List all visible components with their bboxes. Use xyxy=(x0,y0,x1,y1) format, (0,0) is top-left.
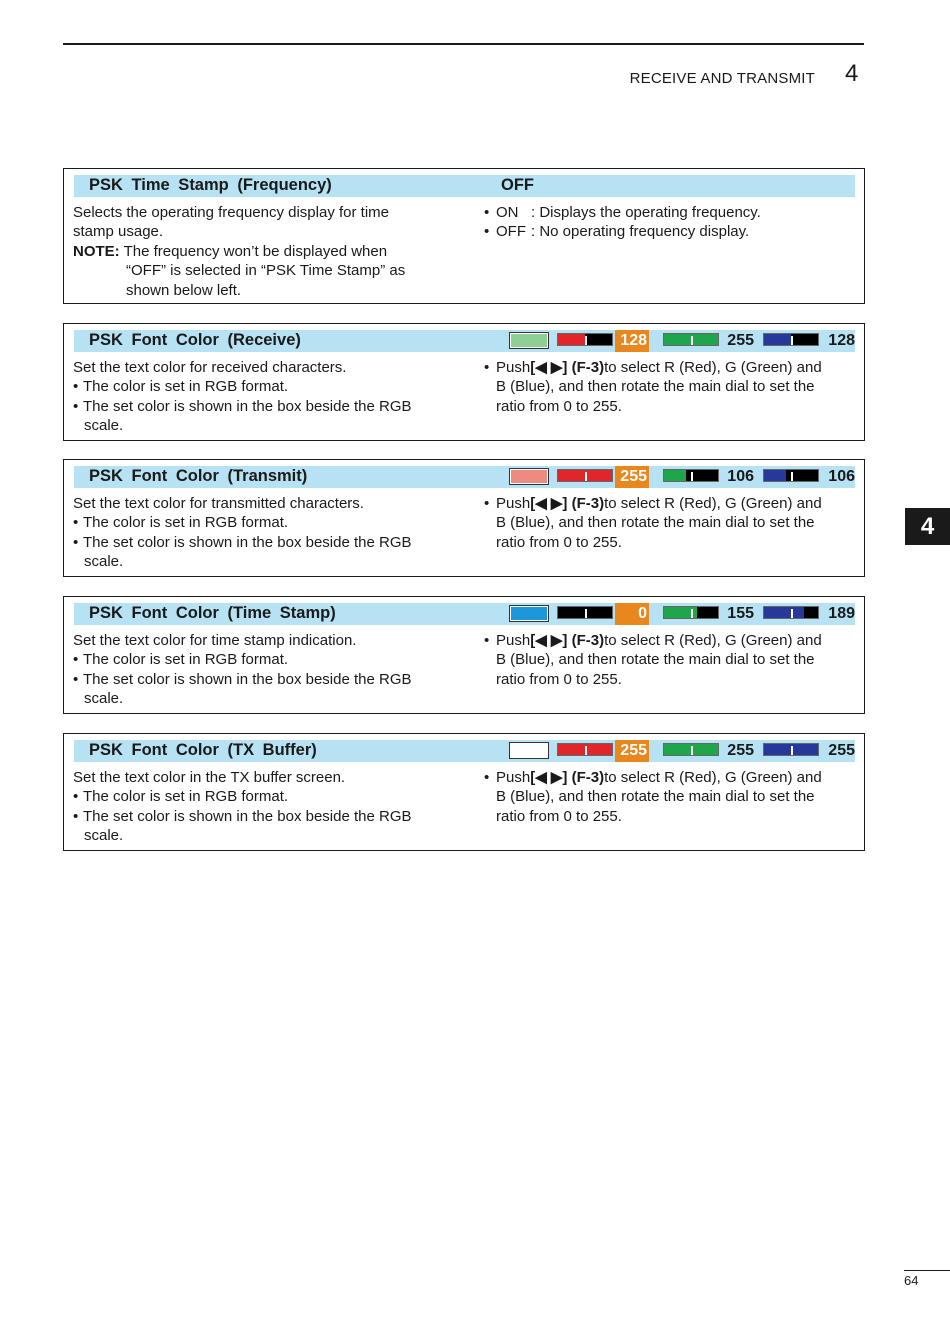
bullet-text-cont: scale. xyxy=(84,417,124,435)
red-value: 255 xyxy=(615,740,649,762)
section-header xyxy=(74,603,855,625)
red-scale-knob xyxy=(585,609,587,618)
red-scale-knob xyxy=(585,472,587,481)
option-desc: : No operating frequency display. xyxy=(531,223,750,241)
page-rule xyxy=(904,1270,950,1271)
instructions xyxy=(484,768,859,826)
description-line: Set the text color for transmitted characters. xyxy=(73,495,364,512)
green-scale-knob xyxy=(691,746,693,755)
top-rule xyxy=(63,43,864,45)
font-color-receive-box xyxy=(63,323,865,441)
instruction-line: B (Blue), and then rotate the main dial to set the xyxy=(496,378,815,396)
red-value: 255 xyxy=(615,466,649,488)
note-line: “OFF” is selected in “PSK Time Stamp” as xyxy=(126,262,406,280)
chapter-side-tab: 4 xyxy=(905,508,950,545)
bullet: • xyxy=(484,223,490,241)
chapter-number: 4 xyxy=(845,60,859,87)
font-color-tx-buffer-box xyxy=(63,733,865,851)
bullet-item xyxy=(484,494,859,513)
color-swatch xyxy=(509,605,549,622)
section-header xyxy=(74,330,855,352)
bullet: • xyxy=(484,359,490,376)
push-word: Push xyxy=(496,769,531,786)
section-title: PSK Font Color (Receive) xyxy=(89,331,301,349)
bullet-item xyxy=(73,787,453,806)
green-scale-knob xyxy=(691,336,693,345)
default-value: OFF xyxy=(501,176,534,194)
page-number: 64 xyxy=(904,1273,919,1288)
red-scale-knob xyxy=(585,336,587,345)
green-scale-bar xyxy=(663,469,719,482)
bullet: • xyxy=(484,769,490,786)
color-swatch xyxy=(509,468,549,485)
description xyxy=(73,358,453,436)
key-label: [◀ ▶] (F-3) xyxy=(530,359,605,376)
bullet-item xyxy=(73,670,453,689)
green-scale-knob xyxy=(691,472,693,481)
blue-value: 189 xyxy=(828,605,855,622)
bullet-item xyxy=(73,513,453,532)
bullet: • xyxy=(73,807,79,825)
options-list xyxy=(484,203,859,242)
bullet-item xyxy=(73,533,453,552)
instruction-line: B (Blue), and then rotate the main dial to set the xyxy=(496,788,815,806)
bullet-text-cont: scale. xyxy=(84,827,124,845)
note-text: The frequency won’t be displayed when xyxy=(119,242,388,260)
bullet: • xyxy=(73,514,79,532)
bullet-item xyxy=(484,631,859,650)
bullet: • xyxy=(73,788,79,806)
key-label: [◀ ▶] (F-3) xyxy=(530,495,605,512)
instruction-line: B (Blue), and then rotate the main dial to set the xyxy=(496,514,815,532)
description-line: Selects the operating frequency display for time xyxy=(73,204,390,221)
bullet: • xyxy=(73,378,79,396)
bullet: • xyxy=(73,533,79,551)
blue-scale-knob xyxy=(791,336,793,345)
push-rest: to select R (Red), G (Green) and xyxy=(604,495,822,512)
red-scale-bar xyxy=(557,743,613,756)
green-scale-fill xyxy=(664,470,686,481)
section-header xyxy=(74,466,855,488)
blue-scale-fill xyxy=(764,470,786,481)
description xyxy=(73,494,453,572)
instruction-line: B (Blue), and then rotate the main dial to set the xyxy=(496,651,815,669)
description xyxy=(73,631,453,709)
section-title: PSK Time Stamp (Frequency) xyxy=(89,176,332,194)
section-title: PSK Font Color (Time Stamp) xyxy=(89,604,336,622)
green-scale-knob xyxy=(691,609,693,618)
font-color-transmit-box xyxy=(63,459,865,577)
description-line: Set the text color for time stamp indication. xyxy=(73,632,357,649)
green-value: 255 xyxy=(727,332,754,349)
bullet-text-cont: scale. xyxy=(84,553,124,571)
push-rest: to select R (Red), G (Green) and xyxy=(604,632,822,649)
description-line: Set the text color for received characters. xyxy=(73,359,347,376)
bullet: • xyxy=(484,204,490,221)
note-label: NOTE: xyxy=(73,242,120,260)
bullet: • xyxy=(73,651,79,669)
bullet-text: The color is set in RGB format. xyxy=(83,378,289,396)
instructions xyxy=(484,358,859,416)
key-label: [◀ ▶] (F-3) xyxy=(530,769,605,786)
option-item xyxy=(484,203,859,222)
description xyxy=(73,768,453,846)
option-desc: : Displays the operating frequency. xyxy=(531,204,761,221)
time-stamp-frequency-box xyxy=(63,168,865,304)
blue-value: 255 xyxy=(828,742,855,759)
bullet: • xyxy=(484,632,490,649)
bullet: • xyxy=(73,397,79,415)
blue-scale-bar xyxy=(763,743,819,756)
green-value: 106 xyxy=(727,468,754,485)
description-line: Set the text color in the TX buffer screen. xyxy=(73,769,346,786)
blue-value: 106 xyxy=(828,468,855,485)
section-title: PSK Font Color (TX Buffer) xyxy=(89,741,317,759)
bullet-text: The color is set in RGB format. xyxy=(83,788,289,806)
color-swatch xyxy=(509,742,549,759)
green-scale-bar xyxy=(663,606,719,619)
bullet-text: The set color is shown in the box beside the RGB xyxy=(83,397,412,415)
description-line: stamp usage. xyxy=(73,223,164,241)
section-title: PSK Font Color (Transmit) xyxy=(89,467,308,485)
bullet-item xyxy=(73,650,453,669)
instruction-line: ratio from 0 to 255. xyxy=(496,533,622,551)
bullet: • xyxy=(484,495,490,512)
bullet-text: The set color is shown in the box beside the RGB xyxy=(83,670,412,688)
instruction-line: ratio from 0 to 255. xyxy=(496,670,622,688)
bullet-text: The color is set in RGB format. xyxy=(83,514,289,532)
bullet: • xyxy=(73,670,79,688)
red-scale-bar xyxy=(557,606,613,619)
bullet-item xyxy=(484,358,859,377)
bullet-text: The set color is shown in the box beside the RGB xyxy=(83,807,412,825)
font-color-time-stamp-box xyxy=(63,596,865,714)
instructions xyxy=(484,631,859,689)
option-key: ON xyxy=(496,204,519,221)
blue-scale-knob xyxy=(791,472,793,481)
red-scale-knob xyxy=(585,746,587,755)
green-scale-bar xyxy=(663,743,719,756)
bullet-item xyxy=(484,768,859,787)
blue-scale-knob xyxy=(791,746,793,755)
red-scale-fill xyxy=(558,334,585,345)
green-value: 255 xyxy=(727,742,754,759)
chapter-title: RECEIVE AND TRANSMIT xyxy=(629,70,815,87)
description xyxy=(73,203,453,300)
push-rest: to select R (Red), G (Green) and xyxy=(604,359,822,376)
push-word: Push xyxy=(496,359,531,376)
green-value: 155 xyxy=(727,605,754,622)
instruction-line: ratio from 0 to 255. xyxy=(496,397,622,415)
red-scale-bar xyxy=(557,333,613,346)
instructions xyxy=(484,494,859,552)
instruction-line: ratio from 0 to 255. xyxy=(496,807,622,825)
push-rest: to select R (Red), G (Green) and xyxy=(604,769,822,786)
blue-scale-fill xyxy=(764,334,791,345)
bullet-text: The set color is shown in the box beside the RGB xyxy=(83,533,412,551)
red-scale-bar xyxy=(557,469,613,482)
blue-scale-bar xyxy=(763,333,819,346)
blue-scale-knob xyxy=(791,609,793,618)
section-header xyxy=(74,740,855,762)
push-word: Push xyxy=(496,495,531,512)
color-swatch xyxy=(509,332,549,349)
section-header xyxy=(74,175,855,197)
bullet-text-cont: scale. xyxy=(84,690,124,708)
key-label: [◀ ▶] (F-3) xyxy=(530,632,605,649)
bullet-item xyxy=(73,807,453,826)
bullet-item xyxy=(73,377,453,396)
option-item xyxy=(484,222,859,241)
note-line xyxy=(73,242,453,261)
blue-value: 128 xyxy=(828,332,855,349)
note-line: shown below left. xyxy=(126,281,242,299)
blue-scale-bar xyxy=(763,469,819,482)
bullet-item xyxy=(73,397,453,416)
option-key: OFF xyxy=(496,223,526,241)
push-word: Push xyxy=(496,632,531,649)
red-value: 128 xyxy=(615,330,649,352)
blue-scale-bar xyxy=(763,606,819,619)
blue-scale-fill xyxy=(764,607,804,618)
green-scale-bar xyxy=(663,333,719,346)
red-value: 0 xyxy=(615,603,649,625)
bullet-text: The color is set in RGB format. xyxy=(83,651,289,669)
